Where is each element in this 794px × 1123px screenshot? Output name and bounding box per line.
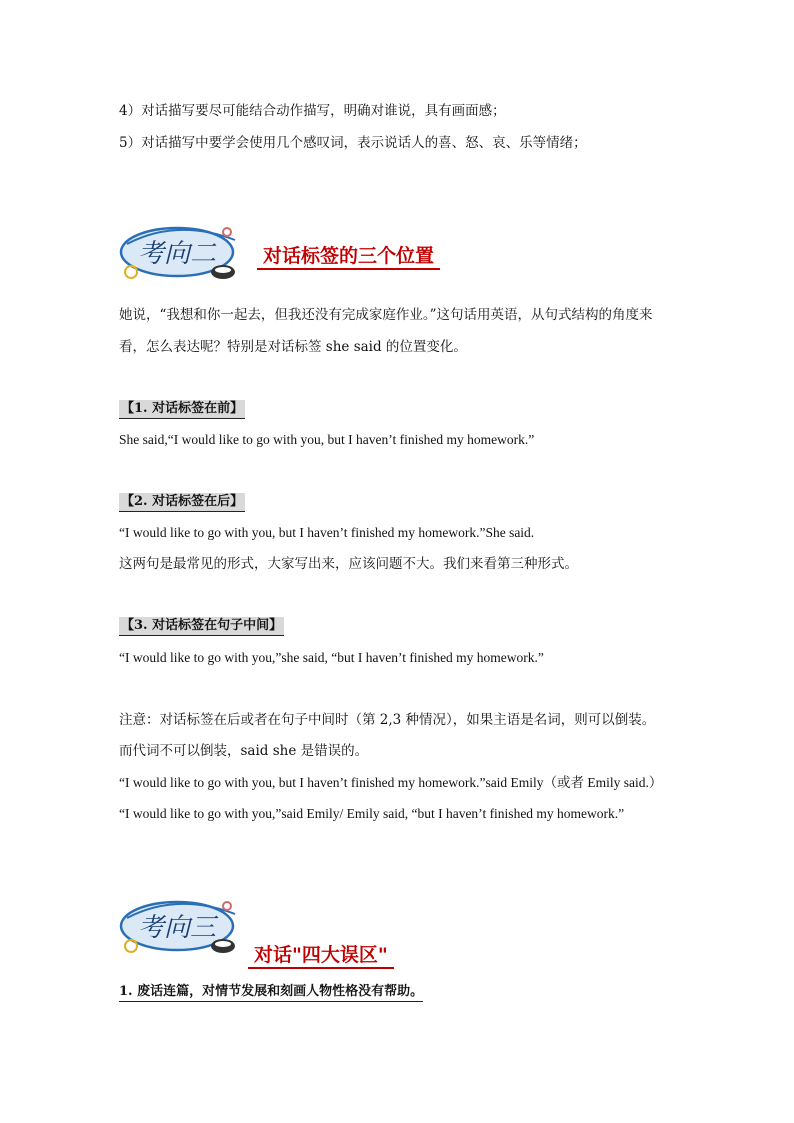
note-line-2: 而代词不可以倒装，said she 是错误的。 — [119, 743, 369, 759]
pitfall-item-1: 1. 废话连篇，对情节发展和刻画人物性格没有帮助。 — [119, 983, 423, 1002]
section-badge-3 — [117, 896, 253, 964]
note-example-1: “I would like to go with you, but I haven’t finished my homework.”said Emily（或者 Emily said.） — [119, 775, 663, 790]
section-title-3: 对话"四大误区" — [248, 943, 394, 969]
intro-line-1: 她说，“我想和你一起去，但我还没有完成家庭作业。”这句话用英语，从句式结构的角度来 — [119, 307, 653, 323]
note-example-2: “I would like to go with you,”said Emily/ Emily said, “but I haven’t finished my homework.” — [119, 806, 625, 821]
intro-line-2: 看，怎么表达呢？特别是对话标签 she said 的位置变化。 — [119, 339, 467, 355]
note-common-forms: 这两句是最常见的形式，大家写出来，应该问题不大。我们来看第三种形式。 — [119, 556, 578, 572]
note-line-1: 注意：对话标签在后或者在句子中间时（第 2,3 种情况），如果主语是名词，则可以倒装。 — [119, 712, 656, 728]
list-item-4: 4）对话描写要尽可能结合动作描写，明确对谁说，具有画面感； — [119, 103, 506, 119]
example-2: “I would like to go with you, but I haven’t finished my homework.”She said. — [119, 525, 535, 540]
badge-text: 考向二 — [137, 239, 217, 269]
sub-heading-2: 【2. 对话标签在后】 — [119, 493, 245, 512]
example-1: She said,“I would like to go with you, but I haven’t finished my homework.” — [119, 432, 535, 447]
list-item-5: 5）对话描写中要学会使用几个感叹词，表示说话人的喜、怒、哀、乐等情绪； — [119, 135, 587, 151]
badge-text: 考向三 — [137, 913, 217, 943]
sub-heading-1: 【1. 对话标签在前】 — [119, 400, 245, 419]
section-badge-2 — [117, 222, 253, 290]
example-3: “I would like to go with you,”she said, “but I haven’t finished my homework.” — [119, 650, 544, 665]
sub-heading-3: 【3. 对话标签在句子中间】 — [119, 617, 284, 636]
section-title-2: 对话标签的三个位置 — [257, 244, 440, 270]
